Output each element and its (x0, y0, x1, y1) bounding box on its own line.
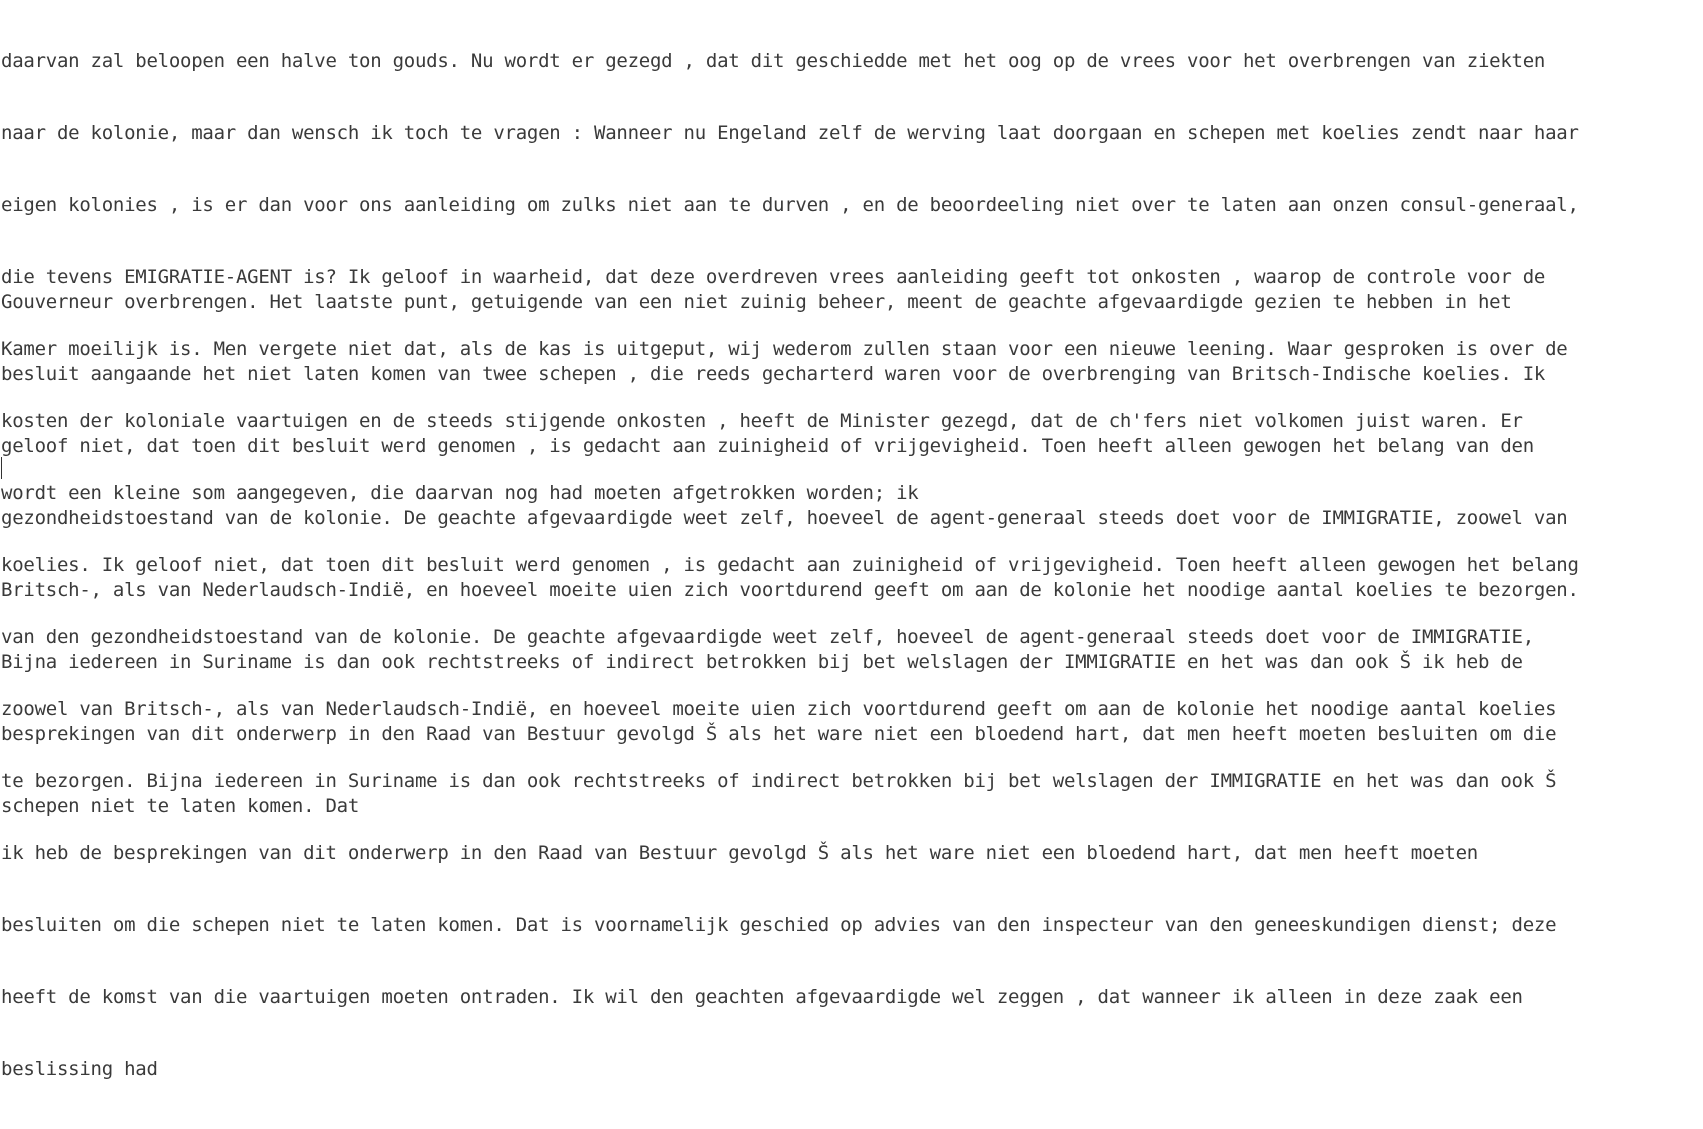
text-line: daarvan zal beloopen een halve ton gouds. Nu wordt er gezegd , dat dit geschiedde met het oog op de vrees voor het overbrengen van ziekten (1, 50, 1546, 72)
text-line: wordt een kleine som aangegeven, die daarvan nog had moeten afgetrokken worden; ik (1, 482, 919, 504)
text-cursor (1, 457, 2, 479)
text-line: geloof niet, dat toen dit besluit werd genomen , is gedacht aan zuinigheid of vrijgevigheid. Toen heeft alleen gewogen het belang van den (1, 435, 1534, 457)
text-line: Kamer moeilijk is. Men vergete niet dat, als de kas is uitgeput, wij wederom zullen staan voor een nieuwe leening. Waar gesproken is over de (1, 338, 1568, 360)
text-line: zoowel van Britsch-, als van Nederlaudsch-Indië, en hoeveel moeite uien zich voortdurend geeft om aan de kolonie het noodige aantal koelies (1, 698, 1557, 720)
text-line: eigen kolonies , is er dan voor ons aanleiding om zulks niet aan te durven , en de beoordeeling niet over te laten aan onzen consul-generaal, (1, 194, 1579, 216)
text-line: van den gezondheidstoestand van de kolonie. De geachte afgevaardigde weet zelf, hoeveel de agent-generaal steeds doet voor de IMMIGRATIE, (1, 626, 1534, 648)
text-line: kosten der koloniale vaartuigen en de steeds stijgende onkosten , heeft de Minister gezegd, dat de ch'fers niet volkomen juist waren. Er (1, 410, 1523, 432)
text-line: die tevens EMIGRATIE-AGENT is? Ik geloof in waarheid, dat deze overdreven vrees aanleiding geeft tot onkosten , waarop de controle voor de (1, 266, 1546, 288)
text-line: ik heb de besprekingen van dit onderwerp in den Raad van Bestuur gevolgd Š als het ware niet een bloedend hart, dat men heeft moeten (1, 842, 1478, 864)
text-line: Bijna iedereen in Suriname is dan ook rechtstreeks of indirect betrokken bij bet welslagen der IMMIGRATIE en het was dan ook Š ik heb de (1, 651, 1523, 673)
text-line: besluit aangaande het niet laten komen van twee schepen , die reeds gecharterd waren voor de overbrenging van Britsch-Indische koelies. Ik (1, 363, 1546, 385)
text-line: gezondheidstoestand van de kolonie. De geachte afgevaardigde weet zelf, hoeveel de agent-generaal steeds doet voor de IMMIGRATIE, zoowel van (1, 507, 1568, 529)
text-line: heeft de komst van die vaartuigen moeten ontraden. Ik wil den geachten afgevaardigde wel zeggen , dat wanneer ik alleen in deze zaak een (1, 986, 1523, 1008)
text-line: schepen niet te laten komen. Dat (1, 795, 360, 817)
text-line: Gouverneur overbrengen. Het laatste punt, getuigende van een niet zuinig beheer, meent de geachte afgevaardigde gezien te hebben in het (1, 291, 1512, 313)
text-line: beslissing had (1, 1058, 158, 1080)
text-line: Britsch-, als van Nederlaudsch-Indië, en hoeveel moeite uien zich voortdurend geeft om aan de kolonie het noodige aantal koelies te bezorgen. (1, 579, 1579, 601)
text-line: besluiten om die schepen niet te laten komen. Dat is voornamelijk geschied op advies van den inspecteur van den geneeskundigen dienst; deze (1, 914, 1557, 936)
text-line: besprekingen van dit onderwerp in den Raad van Bestuur gevolgd Š als het ware niet een bloedend hart, dat men heeft moeten besluiten om die (1, 723, 1557, 745)
paragraph-3 (1, 505, 1701, 1129)
text-line: naar de kolonie, maar dan wensch ik toch te vragen : Wanneer nu Engeland zelf de werving laat doorgaan en schepen met koelies zendt naar haar (1, 122, 1579, 144)
text-line: te bezorgen. Bijna iedereen in Suriname is dan ook rechtstreeks of indirect betrokken bij bet welslagen der IMMIGRATIE en het was dan ook Š (1, 770, 1557, 792)
text-line: koelies. Ik geloof niet, dat toen dit besluit werd genomen , is gedacht aan zuinigheid of vrijgevigheid. Toen heeft alleen gewogen het belang (1, 554, 1579, 576)
